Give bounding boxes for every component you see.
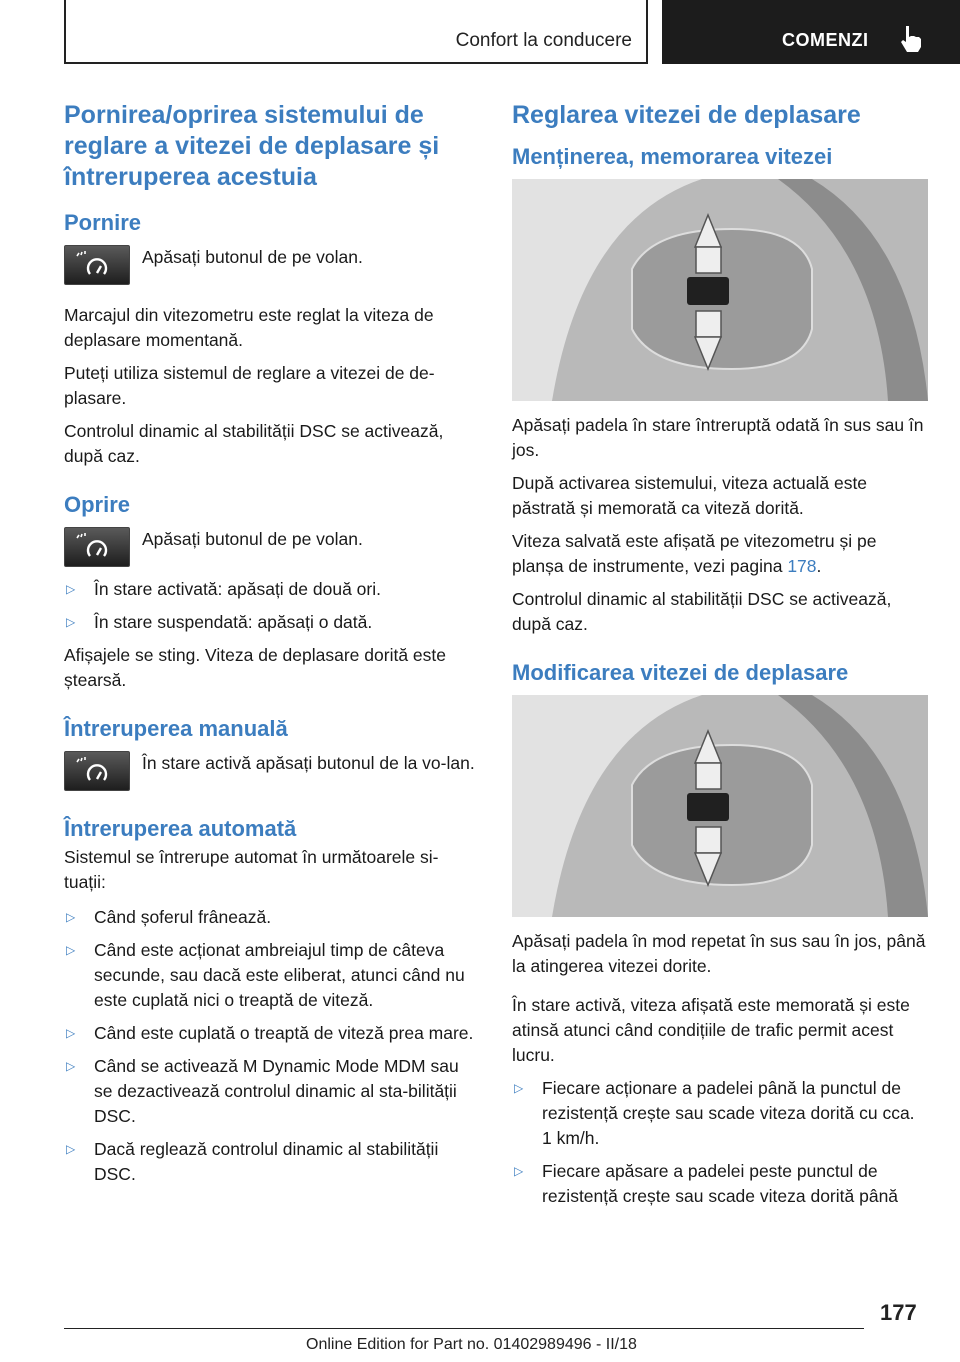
bullet-triangle-icon: ▷	[514, 1081, 524, 1095]
auto-list	[64, 905, 478, 1187]
mentinere-paragraph-3: Viteza salvată este afișată pe vitezometru și pe planșa de instrumente, vezi pagina 178.	[512, 531, 877, 576]
left-section-title: Pornirea/oprirea sistemului de reglare a vitezei de deplasare și întreruperea acestuia	[64, 101, 440, 191]
left-column	[64, 100, 478, 1195]
steering-wheel-paddle-photo	[512, 179, 928, 401]
bullet-triangle-icon: ▷	[66, 1142, 76, 1156]
steering-wheel-paddle-photo	[512, 695, 928, 917]
bullet-triangle-icon: ▷	[66, 910, 76, 924]
list-item: ▷ Când este cuplată o treaptă de viteză prea mare.	[64, 1021, 478, 1046]
oprire-button-text: Apăsați butonul de pe volan.	[142, 529, 363, 549]
list-item: ▷ Când se activează M Dynamic Mode MDM sau se dezactivează controlul dinamic al sta-bilității DSC.	[66, 1056, 459, 1126]
list-item: ▷ Fiecare apăsare a padelei peste punctul de rezistență crește sau scade viteza dorită până	[514, 1161, 899, 1206]
mentinere-paragraph-4: Controlul dinamic al stabilității DSC se activează, după caz.	[512, 589, 892, 634]
bullet-triangle-icon: ▷	[514, 1164, 524, 1178]
mentinere-paragraph-2: După activarea sistemului, viteza actuală este păstrată și memorată ca viteză dorită.	[512, 473, 868, 518]
list-item: ▷ Când este acționat ambreiajul timp de câteva secunde, sau dacă este eliberat, atunci când nu este cuplată nici o treaptă de viteză.	[66, 940, 465, 1010]
oprire-button-row	[64, 527, 478, 567]
auto-intro: Sistemul se întrerupe automat în următoarele si-tuații:	[64, 847, 439, 892]
auto-heading: Întreruperea automată	[64, 816, 297, 841]
header-chapter-title: COMENZI	[782, 30, 869, 50]
manual-button-text: În stare activă apăsați butonul de la vo-lan.	[142, 753, 475, 773]
cruise-control-button-icon	[64, 527, 130, 567]
hand-pointer-icon	[898, 24, 924, 54]
header-section-box	[64, 0, 648, 64]
modificare-list	[512, 1076, 928, 1209]
bullet-triangle-icon: ▷	[66, 1059, 76, 1073]
bullet-triangle-icon: ▷	[66, 943, 76, 957]
footer-edition: Online Edition for Part no. 01402989496 - II/18	[306, 1336, 637, 1353]
oprire-list	[64, 577, 478, 635]
right-section-title: Reglarea vitezei de deplasare	[512, 101, 861, 129]
manual-button-row	[64, 751, 478, 791]
right-column	[512, 100, 928, 1217]
header-chapter-box	[662, 0, 960, 64]
pornire-button-row	[64, 245, 478, 285]
cruise-control-button-icon	[64, 245, 130, 285]
list-item: ▷ În stare suspendată: apăsați o dată.	[64, 610, 478, 635]
pornire-button-text: Apăsați butonul de pe volan.	[142, 247, 363, 267]
bullet-triangle-icon: ▷	[66, 1026, 76, 1040]
mentinere-paragraph-1: Apăsați padela în stare întreruptă odată în sus sau în jos.	[512, 415, 924, 460]
manual-heading: Întreruperea manuală	[64, 716, 288, 741]
list-item: ▷ Fiecare acționare a padelei până la punctul de rezistență crește sau scade viteza dorită cu cca. 1 km/h.	[514, 1078, 915, 1148]
footer-divider	[64, 1328, 864, 1329]
modificare-paragraph-2: În stare activă, viteza afișată este memorată și este atinsă atunci când condițiile de trafic permit acest lucru.	[512, 995, 910, 1065]
header-section-title: Confort la conducere	[455, 30, 632, 51]
bullet-triangle-icon: ▷	[66, 615, 76, 629]
mentinere-heading: Menținerea, memorarea vitezei	[512, 144, 833, 169]
oprire-heading: Oprire	[64, 492, 131, 517]
list-item: ▷ În stare activată: apăsați de două ori.	[64, 577, 478, 602]
list-item: ▷ Dacă reglează controlul dinamic al stabilității DSC.	[66, 1139, 439, 1184]
modificare-paragraph-1: Apăsați padela în mod repetat în sus sau în jos, până la atingerea vitezei dorite.	[512, 931, 926, 976]
bullet-triangle-icon: ▷	[66, 582, 76, 596]
page-number: 177	[880, 1300, 917, 1325]
oprire-paragraph: Afișajele se sting. Viteza de deplasare dorită este ștearsă.	[64, 645, 446, 690]
page-reference-link[interactable]: 178	[787, 556, 817, 576]
pornire-paragraph-1: Marcajul din vitezometru este reglat la viteza de deplasare momentană.	[64, 305, 434, 350]
pornire-paragraph-3: Controlul dinamic al stabilității DSC se activează, după caz.	[64, 421, 444, 466]
pornire-heading: Pornire	[64, 210, 142, 235]
pornire-paragraph-2: Puteți utiliza sistemul de reglare a vitezei de de-plasare.	[64, 363, 435, 408]
list-item: ▷ Când șoferul frânează.	[64, 905, 478, 930]
cruise-control-button-icon	[64, 751, 130, 791]
modificare-heading: Modificarea vitezei de deplasare	[512, 660, 849, 685]
